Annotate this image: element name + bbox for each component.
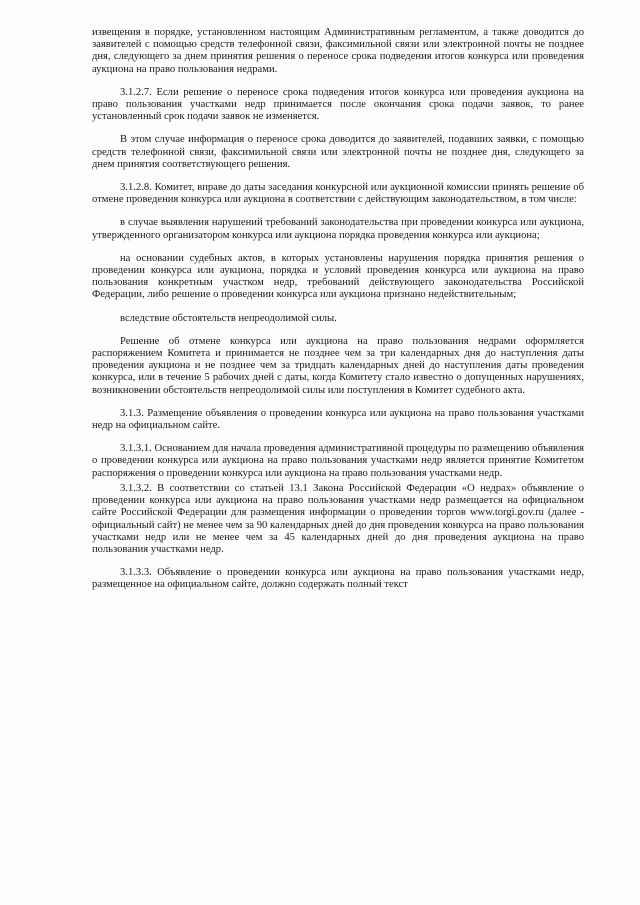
paragraph: вследствие обстоятельств непреодолимой силы. [120, 312, 337, 324]
paragraph: извещения в порядке, установленном настоящим Административным регламентом, а также доводится до заявителей с помощью средств телефонной связи, факсимильной связи или электронной почты не позднее дня, следующего за днем принятия решения о переносе срока подведения итогов конкурса или проведения аукциона на право пользования недрами. [92, 27, 584, 75]
document-body [92, 27, 584, 592]
paragraph: В этом случае информация о переносе срока доводится до заявителей, подавших заявки, с помощью средств телефонной связи, факсимильной связи или электронной почты не позднее дня, следующего за днем принятия соответствующего решения. [92, 134, 584, 170]
paragraph: 3.1.3.2. В соответствии со статьей 13.1 Закона Российской Федерации «О недрах» объявление о проведении конкурса или аукциона на право пользования участками недр размещается на официальном сайте Российской Федерации для размещения информации о проведении торгов www.torgi.gov.ru (далее - официальный сайт) не менее чем за 90 календарных дней до дня проведения конкурса на право пользования участками недр или не менее чем за 45 календарных дней до дня проведения аукциона на право пользования участками недр. [92, 482, 584, 555]
section-heading: 3.1.3. Размещение объявления о проведении конкурса или аукциона на право пользования участками недр на официальном сайте. [92, 407, 584, 432]
paragraph: в случае выявления нарушений требований законодательства при проведении конкурса или аукциона, утвержденного организатором конкурса или аукциона порядка проведения конкурса или аукциона; [92, 217, 584, 241]
paragraph: на основании судебных актов, в которых установлены нарушения порядка принятия решения о проведении конкурса или аукциона, порядка и условий проведения конкурса или аукциона на право пользования конкретным участком недр, требований действующего законодательства Российской Федерации, либо решение о проведении конкурса или аукциона признано недействительным; [92, 252, 584, 301]
paragraph: 3.1.2.8. Комитет, вправе до даты заседания конкурсной или аукционной комиссии принять решение об отмене проведения конкурса или аукциона в соответствии с действующим законодательством, в том числе: [92, 182, 584, 206]
paragraph: 3.1.3.1. Основанием для начала проведения административной процедуры по размещению объявления о проведении конкурса или аукциона на право пользования участками недр является принятие Комитетом распоряжения о проведении конкурса или аукциона на право пользования участками недр. [92, 443, 584, 479]
paragraph: 3.1.3.3. Объявление о проведении конкурса или аукциона на право пользования участками недр, размещенное на официальном сайте, должно содержать полный текст [92, 567, 584, 591]
paragraph: 3.1.2.7. Если решение о переносе срока подведения итогов конкурса или проведения аукциона на право пользования участками недр принимается после окончания срока подачи заявок, то ранее установленный срок подачи заявок не изменяется. [92, 86, 584, 123]
paragraph: Решение об отмене конкурса или аукциона на право пользования недрами оформляется распоряжением Комитета и принимается не позднее чем за три календарных дня до наступления даты проведения аукциона и не позднее чем за тридцать календарных дней до наступления даты проведения конкурса, или в течение 5 рабочих дней с даты, когда Комитету стало известно о допущенных нарушениях, возникновении обстоятельств непреодолимой силы или поступления в Комитет судебного акта. [92, 335, 584, 396]
